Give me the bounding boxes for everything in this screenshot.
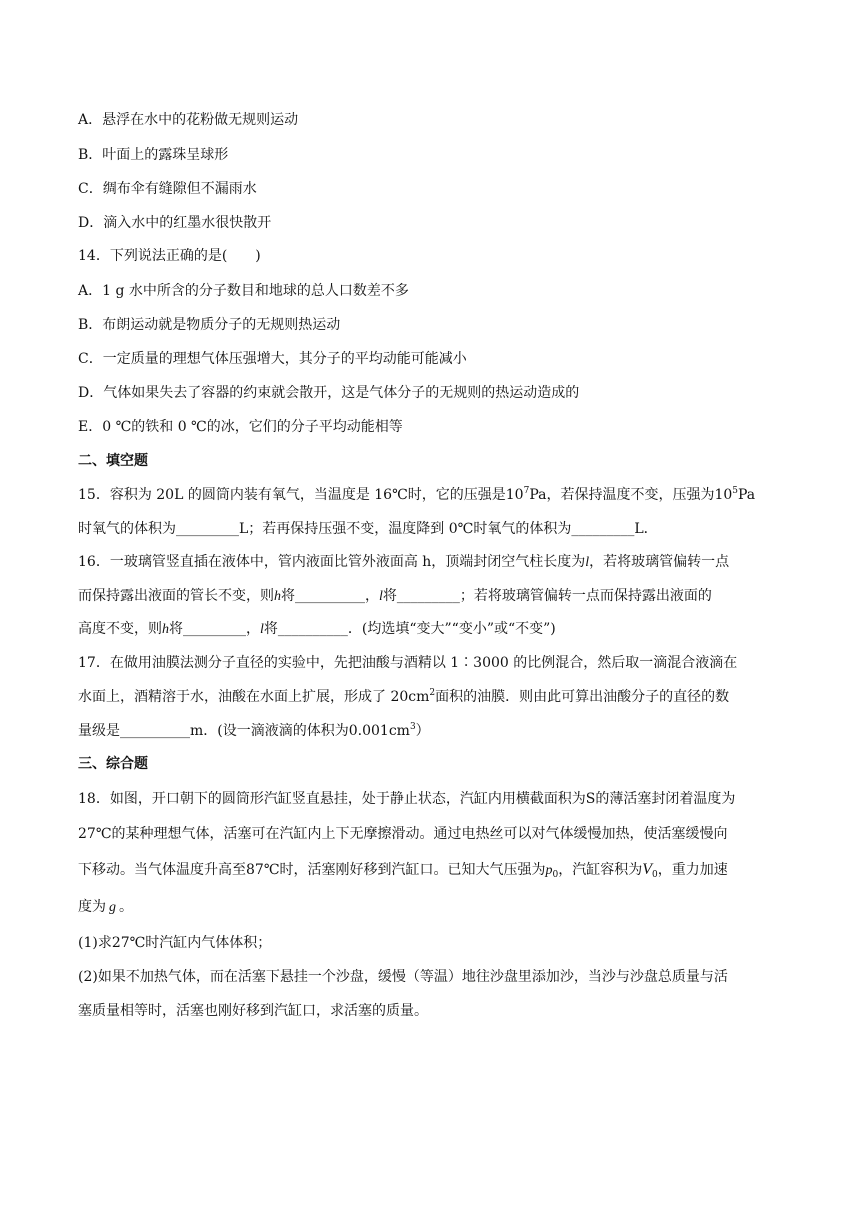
q18-var-v: V — [642, 861, 652, 878]
q16-var-l: l — [585, 555, 590, 570]
q16-l2-text-c: 将_________；若将玻璃管偏转一点而保持露出液面的 — [382, 588, 712, 604]
q16-l3-text-c: 将__________．(均选填“变大”“变小”或“不变”) — [263, 621, 556, 637]
q16-l3-text-a: 高度不变，则 — [78, 621, 162, 637]
q15-text-b: Pa，若保持温度不变，压强为10 — [529, 487, 733, 503]
q18-var-v-subscript: 0 — [652, 870, 658, 880]
q18-part-2-line-1: (2)如果不加热气体，而在活塞下悬挂一个沙盘，缓慢（等温）地往沙盘里添加沙，当沙与沙盘总质量与活 — [78, 969, 728, 985]
q18-line-4 — [78, 897, 800, 918]
q15-text-c: Pa — [738, 487, 756, 503]
q16-line-3 — [78, 619, 800, 640]
q15-exponent-2: 5 — [732, 486, 738, 496]
q18-var-g: g — [109, 900, 116, 915]
q18-line-3 — [78, 860, 800, 881]
q17-l3-text-a: 量级是__________m．(设一滴液滴的体积为0.001cm — [78, 723, 410, 739]
q16-l3-var-h: h — [162, 622, 169, 637]
q18-var-p-subscript: 0 — [552, 870, 559, 880]
q18-var-p: p — [545, 863, 553, 878]
q16-l3-text-b: 将_________， — [169, 621, 260, 637]
q16-l2-text-a: 而保持露出液面的管长不变，则 — [78, 588, 274, 604]
q18-l3-text-c: ，重力加速 — [657, 862, 728, 878]
q15-exponent-1: 7 — [523, 486, 530, 496]
q18-part-2-line-2: 塞质量相等时，活塞也刚好移到汽缸口，求活塞的质量。 — [78, 1003, 428, 1019]
q17-l3-text-b: ） — [415, 723, 430, 739]
q16-l2-var-h: h — [274, 589, 281, 604]
q14-option-c: C．一定质量的理想气体压强增大，其分子的平均动能可能减小 — [78, 351, 467, 367]
q15-line-1 — [78, 485, 800, 505]
q13-option-a: A．悬浮在水中的花粉做无规则运动 — [78, 112, 299, 128]
q17-line-2 — [78, 687, 800, 707]
q16-l2-text-b: 将__________， — [281, 588, 379, 604]
q14-option-d: D．气体如果失去了容器的约束就会散开，这是气体分子的无规则的热运动造成的 — [78, 385, 580, 401]
q16-text-a: 16．一玻璃管竖直插在液体中，管内液面比管外液面高 h，顶端封闭空气柱长度为 — [78, 554, 586, 570]
q14-option-a: A．1 g 水中所含的分子数目和地球的总人口数差不多 — [78, 283, 409, 299]
q17-line-3 — [78, 721, 800, 741]
q18-line-1: 18．如图，开口朝下的圆筒形汽缸竖直悬挂，处于静止状态，汽缸内用横截面积为S的薄活塞封闭着温度为 — [78, 791, 736, 807]
q18-l3-text-a: 下移动。当气体温度升高至87℃时，活塞刚好移到汽缸口。已知大气压强为 — [78, 862, 546, 878]
q18-line-2: 27℃的某种理想气体，活塞可在汽缸内上下无摩擦滑动。通过电热丝可以对气体缓慢加热，使活塞缓慢向 — [78, 826, 728, 842]
q14-stem: 14．下列说法正确的是( ) — [78, 248, 261, 264]
q15-line-2: 时氧气的体积为_________L；若再保持压强不变，温度降到 0℃时氧气的体积为_________L． — [78, 521, 658, 537]
q17-l2-text-b: 面积的油膜．则由此可算出油酸分子的直径的数 — [435, 689, 730, 705]
q16-line-1 — [78, 552, 800, 573]
q14-option-b: B．布朗运动就是物质分子的无规则热运动 — [78, 317, 341, 333]
q16-line-2 — [78, 586, 800, 607]
q13-option-d: D．滴入水中的红墨水很快散开 — [78, 215, 272, 231]
section-comprehensive-title: 三、综合题 — [78, 756, 148, 772]
q17-l2-text-a: 水面上，酒精溶于水，油酸在水面上扩展，形成了 20cm — [78, 689, 430, 705]
q18-l4-text-a: 度为 — [78, 899, 106, 915]
q15-text-a: 15．容积为 20L 的圆筒内装有氧气，当温度是 16℃时，它的压强是10 — [78, 487, 524, 503]
q17-l3-exponent: 3 — [409, 722, 416, 732]
section-fill-in-title: 二、填空题 — [78, 453, 148, 469]
q17-line-1: 17．在做用油膜法测分子直径的实验中，先把油酸与酒精以 1∶3000 的比例混合，然后取一滴混合液滴在 — [78, 655, 738, 671]
q18-l3-text-b: ，汽缸容积为 — [558, 862, 643, 878]
q16-l2-var-l: l — [379, 589, 383, 604]
q16-text-b: ，若将玻璃管偏转一点 — [589, 554, 730, 570]
q13-option-c: C．绸布伞有缝隙但不漏雨水 — [78, 181, 257, 197]
q18-part-1: (1)求27℃时汽缸内气体体积； — [78, 935, 272, 951]
q17-l2-exponent: 2 — [429, 688, 436, 698]
q16-l3-var-l: l — [260, 622, 264, 637]
q14-option-e: E．0 ℃的铁和 0 ℃的冰，它们的分子平均动能相等 — [78, 419, 403, 435]
q13-option-b: B．叶面上的露珠呈球形 — [78, 147, 229, 163]
q18-l4-text-b: 。 — [119, 899, 133, 915]
